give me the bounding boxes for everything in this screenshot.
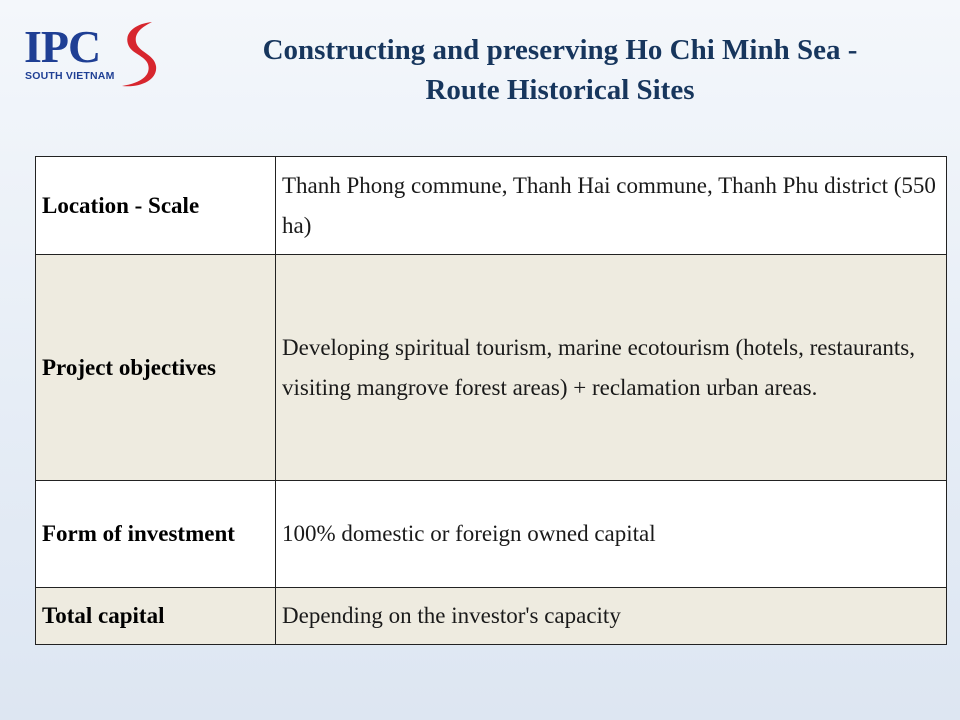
table-row-total-capital <box>36 588 947 645</box>
row-value: Depending on the investor's capacity <box>276 588 947 645</box>
row-value: Thanh Phong commune, Thanh Hai commune, Thanh Phu district (550 ha) <box>276 157 947 255</box>
project-info-table <box>35 156 947 645</box>
logo-tagline: SOUTH VIETNAM <box>25 70 115 82</box>
row-value: 100% domestic or foreign owned capital <box>276 481 947 588</box>
logo-swoosh-icon <box>118 18 160 88</box>
logo-brand-text: IPC <box>24 21 101 72</box>
row-label: Project objectives <box>36 255 276 481</box>
row-label: Location - Scale <box>36 157 276 255</box>
row-label: Total capital <box>36 588 276 645</box>
row-value: Developing spiritual tourism, marine ecotourism (hotels, restaurants, visiting mangrove forest areas) + reclamation urban areas. <box>276 255 947 481</box>
ipc-logo <box>22 18 162 90</box>
slide-title <box>190 30 930 110</box>
slide-title-line-2: Route Historical Sites <box>425 74 695 106</box>
table-row-objectives <box>36 255 947 481</box>
row-label: Form of investment <box>36 481 276 588</box>
table-row-location <box>36 157 947 255</box>
slide-title-line-1: Constructing and preserving Ho Chi Minh Sea - <box>262 34 858 66</box>
table-row-investment-form <box>36 481 947 588</box>
